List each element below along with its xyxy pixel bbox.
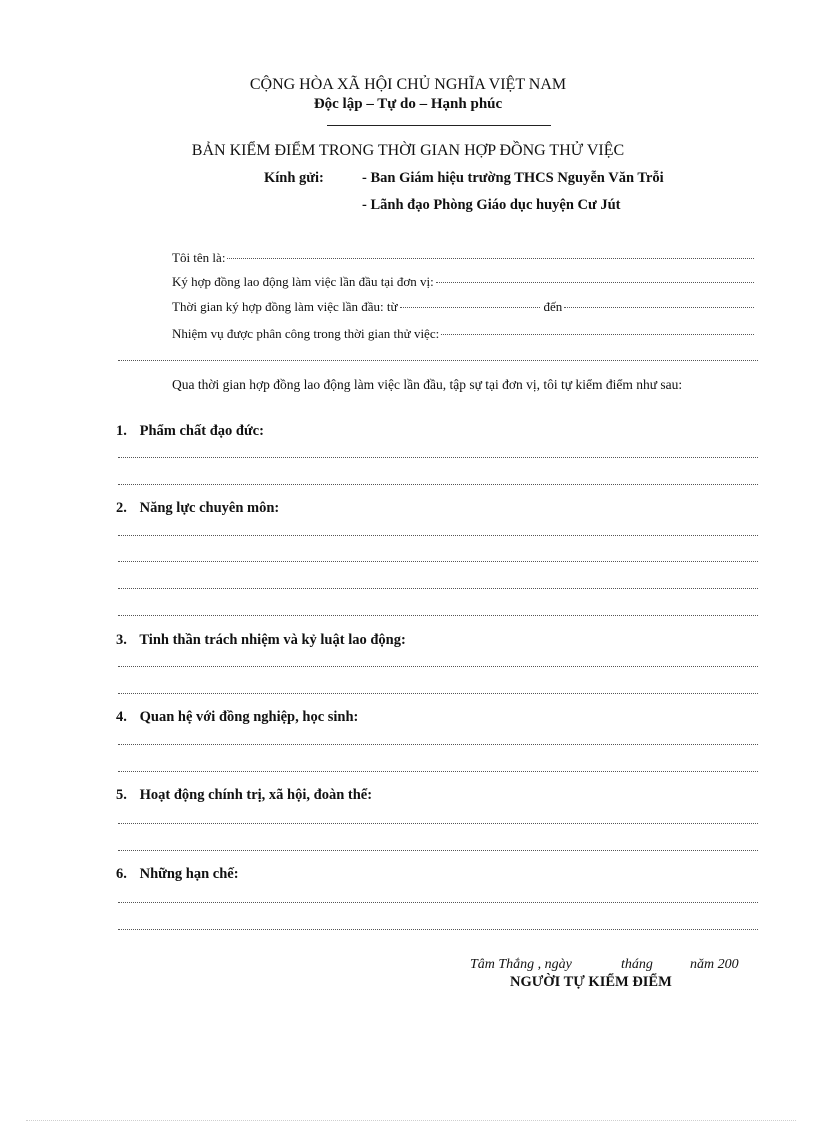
- signer-title: NGƯỜI TỰ KIỂM ĐIỂM: [510, 974, 672, 990]
- period-from-dots: [400, 306, 540, 308]
- duties-field[interactable]: [172, 326, 754, 342]
- date-place: Tâm Thắng , ngày: [470, 957, 572, 972]
- contract-unit-dots: [436, 281, 754, 283]
- answer-line[interactable]: [118, 744, 758, 745]
- recipient-label: Kính gửi:: [264, 170, 324, 186]
- contract-period-field[interactable]: [172, 299, 754, 315]
- section-number: 1.: [116, 423, 127, 439]
- motto: Độc lập – Tự do – Hạnh phúc: [313, 96, 503, 112]
- answer-line[interactable]: [118, 535, 758, 536]
- name-field[interactable]: [172, 250, 754, 266]
- answer-line[interactable]: [118, 693, 758, 694]
- country-name: CỘNG HÒA XÃ HỘI CHỦ NGHĨA VIỆT NAM: [249, 76, 567, 93]
- section-4-heading: [116, 709, 358, 726]
- answer-line[interactable]: [118, 457, 758, 458]
- section-2-heading: [116, 500, 279, 517]
- section-number: 3.: [116, 632, 127, 648]
- section-number: 5.: [116, 787, 127, 803]
- section-1-heading: [116, 423, 264, 440]
- contract-unit-field[interactable]: [172, 274, 754, 290]
- answer-line[interactable]: [118, 771, 758, 772]
- answer-line[interactable]: [118, 484, 758, 485]
- period-to-dots: [564, 306, 754, 308]
- date-month: tháng: [621, 957, 653, 972]
- section-title: Quan hệ với đồng nghiệp, học sinh:: [139, 709, 359, 725]
- section-title: Phẩm chất đạo đức:: [139, 423, 264, 439]
- answer-line[interactable]: [118, 666, 758, 667]
- duties-dots: [441, 333, 754, 335]
- section-title: Tinh thần trách nhiệm và kỷ luật lao động:: [139, 632, 406, 648]
- answer-line[interactable]: [118, 850, 758, 851]
- section-title: Năng lực chuyên môn:: [139, 500, 280, 516]
- answer-line[interactable]: [118, 823, 758, 824]
- section-number: 2.: [116, 500, 127, 516]
- answer-line[interactable]: [118, 615, 758, 616]
- duties-continuation-line[interactable]: [118, 360, 758, 361]
- intro-paragraph: Qua thời gian hợp đồng lao động làm việc lần đầu, tập sự tại đơn vị, tôi tự kiểm điểm như sau:: [172, 377, 683, 392]
- recipient-department: - Lãnh đạo Phòng Giáo dục huyện Cư Jút: [362, 197, 621, 213]
- answer-line[interactable]: [118, 561, 758, 562]
- section-title: Hoạt động chính trị, xã hội, đoàn thể:: [139, 787, 373, 803]
- section-number: 6.: [116, 866, 127, 882]
- header-underline: [327, 125, 551, 126]
- page-edge-dots: [26, 1120, 796, 1121]
- period-from-label: Thời gian ký hợp đồng làm việc lần đầu: từ: [172, 299, 398, 314]
- section-5-heading: [116, 787, 372, 804]
- section-6-heading: [116, 866, 239, 883]
- answer-line[interactable]: [118, 929, 758, 930]
- section-number: 4.: [116, 709, 127, 725]
- name-label: Tôi tên là:: [172, 250, 226, 265]
- date-year: năm 200: [690, 957, 739, 972]
- name-dots: [227, 257, 754, 259]
- recipient-school: - Ban Giám hiệu trường THCS Nguyễn Văn Trỗi: [362, 170, 664, 186]
- period-to-label: đến: [543, 299, 563, 314]
- document-title: BẢN KIỂM ĐIỂM TRONG THỜI GIAN HỢP ĐỒNG THỬ VIỆC: [191, 142, 625, 159]
- contract-unit-label: Ký hợp đồng lao động làm việc lần đầu tại đơn vị:: [172, 274, 434, 289]
- section-title: Những hạn chế:: [139, 866, 239, 882]
- answer-line[interactable]: [118, 588, 758, 589]
- duties-label: Nhiệm vụ được phân công trong thời gian thử việc:: [172, 326, 440, 341]
- section-3-heading: [116, 632, 406, 649]
- answer-line[interactable]: [118, 902, 758, 903]
